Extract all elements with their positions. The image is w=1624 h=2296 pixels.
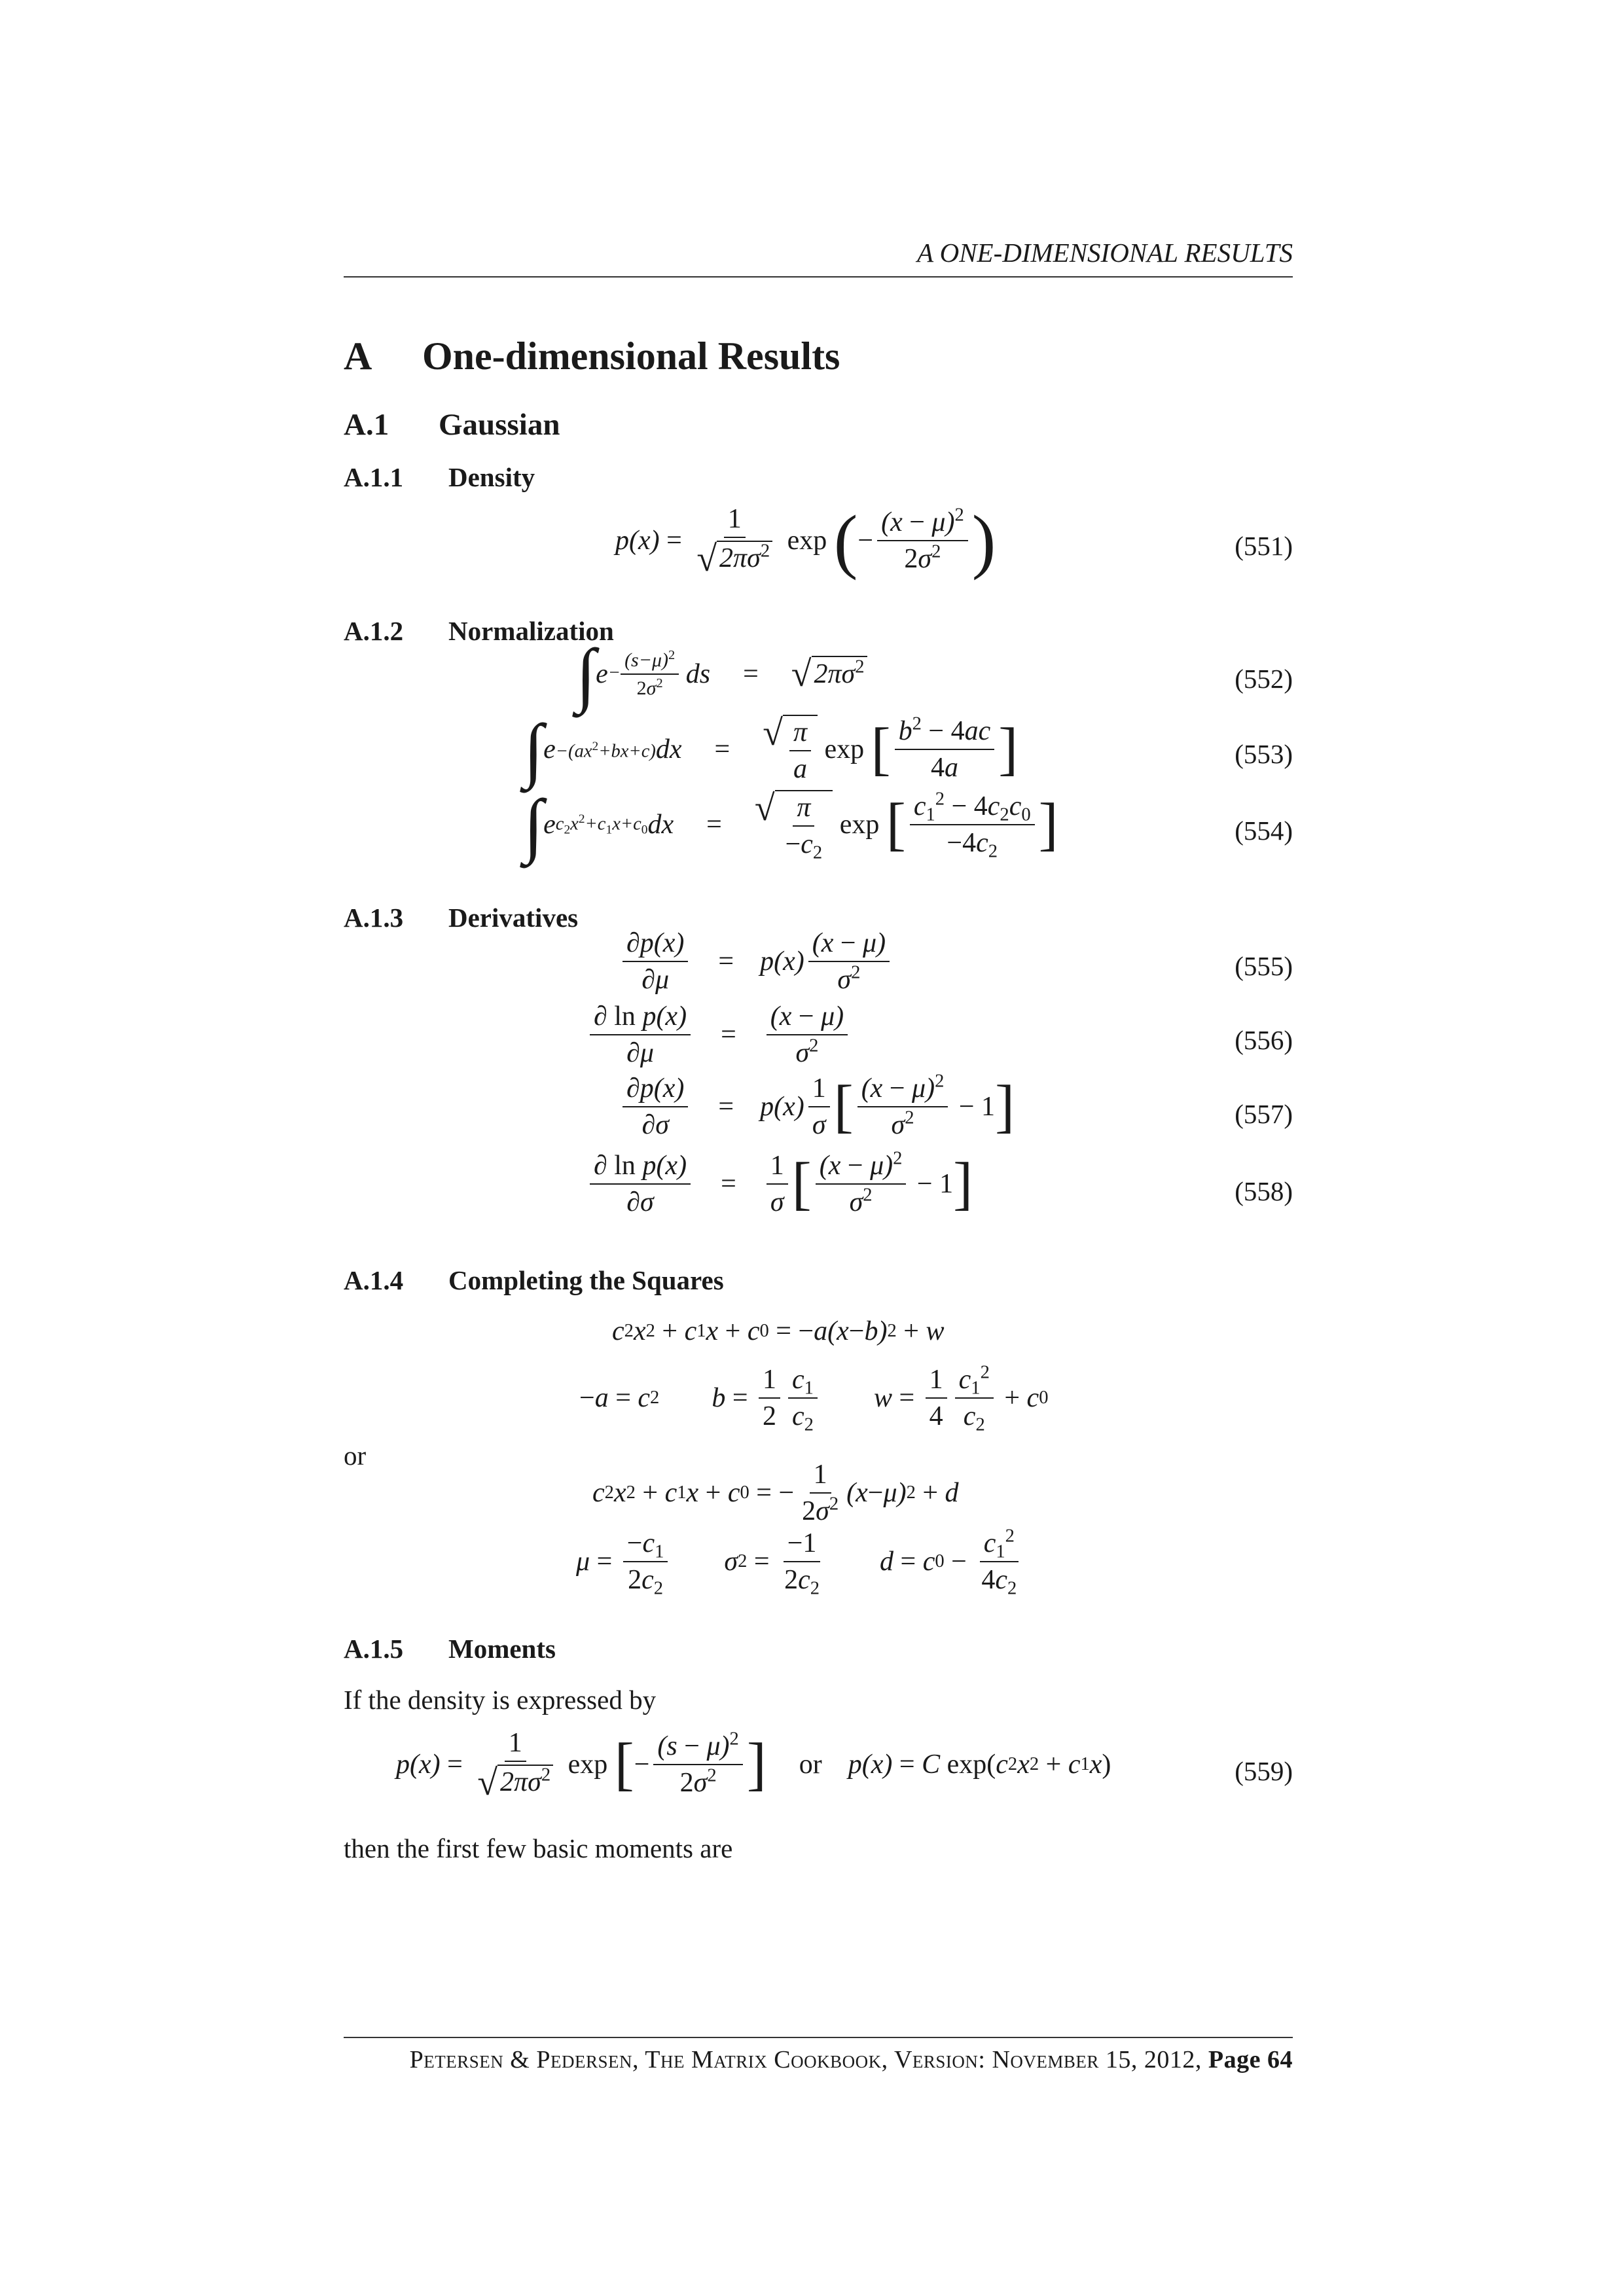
subsubsection-number: A.1.2	[344, 616, 404, 646]
moments-outro: then the first few basic moments are	[344, 1833, 733, 1863]
section-heading	[344, 334, 840, 379]
subsubsection-number: A.1.4	[344, 1265, 404, 1295]
equation-number: (557)	[1235, 1099, 1293, 1129]
equation-559: p(x) = 1 √ $2\pi\sigma^2$ exp [ − $\frac{(s - \mu)^2}{2\sigma^2}$ ] or p(x) = C exp( c 2 x 2 + c 1 x )	[396, 1728, 1111, 1804]
equation-number: (554)	[1235, 816, 1293, 846]
subsubsection-number: A.1.5	[344, 1634, 404, 1664]
subsection-number: A.1	[344, 408, 389, 442]
footer-rule	[344, 2037, 1293, 2038]
subsubsection-title: Moments	[448, 1634, 556, 1664]
equation-554: ∫ e $c_2x^2+c_1x+c_0$ dx = √ $\frac{\pi}{-c_2}$ exp [ $\frac{c_1^2 - 4c_2c_0}{-4c_2}$ ]	[524, 785, 1058, 865]
equation-number: (552)	[1235, 664, 1293, 694]
equation-number: (556)	[1235, 1025, 1293, 1055]
equation-number: (553)	[1235, 739, 1293, 769]
connector-text: or	[344, 1441, 367, 1471]
subsection-title: Gaussian	[439, 408, 560, 442]
subsubsection-density	[344, 461, 535, 493]
section-title: One-dimensional Results	[422, 334, 840, 378]
equation-557: $\frac{\partial p(x)}{\partial\sigma}$ = p(x) $\frac{1}{\sigma}$ [ $\frac{(x - \mu)^2}{\sigma^2}$ − 1 ]	[619, 1073, 1015, 1140]
equation-number: (559)	[1235, 1756, 1293, 1786]
equation-555: $\frac{\partial p(x)}{\partial\mu}$ = p(x) $\frac{(x - \mu)}{\sigma^2}$	[619, 928, 893, 995]
subsubsection-number: A.1.1	[344, 462, 404, 492]
subsubsection-derivatives	[344, 902, 578, 933]
equation-556: $\frac{\text{∂ ln p(x)}}{\partial\mu}$ = $\frac{(x - \mu)}{\sigma^2}$	[586, 1001, 852, 1068]
subsubsection-number: A.1.3	[344, 903, 404, 933]
equation-552: ∫ e − $\frac{(s-\mu)^2}{2\sigma^2}$ ds = √ $2\pi\sigma^2$	[576, 638, 867, 710]
page-number: Page 64	[1208, 2046, 1293, 2073]
equation-completing-square-2: c 2 x 2 + c 1 x + c 0 = − $\frac{1}{2\sigma^2}$ (x − μ) 2 + d	[592, 1460, 959, 1527]
subsubsection-normalization	[344, 615, 614, 647]
subsubsection-title: Normalization	[448, 616, 614, 646]
subsubsection-title: Derivatives	[448, 903, 579, 933]
footer-citation: Petersen & Pedersen, The Matrix Cookbook, Version: November 15, 2012,	[409, 2046, 1202, 2073]
equation-551: p(x) = 1 √ $2\pi\sigma^2$ exp ( − $\frac{(x - \mu)^2}{2\sigma^2}$ )	[615, 501, 996, 581]
moments-intro: If the density is expressed by	[344, 1685, 657, 1715]
equation-number: (551)	[1235, 531, 1293, 561]
page-footer	[344, 2045, 1293, 2074]
subsubsection-title: Density	[448, 462, 535, 492]
inline-or: or	[799, 1749, 822, 1780]
subsection-heading	[344, 407, 560, 442]
running-header: A ONE-DIMENSIONAL RESULTS	[917, 238, 1293, 268]
subsubsection-completing-squares	[344, 1265, 724, 1296]
equation-558: $\frac{\text{∂ ln p(x)}}{\partial\sigma}$ = $\frac{1}{\sigma}$ [ $\frac{(x - \mu)^2}{\sigma^2}$ − 1 ]	[586, 1151, 973, 1217]
equation-number: (555)	[1235, 951, 1293, 981]
equation-completing-square-1: c 2 x 2 + c 1 x + c 0 = − a(x − b) 2 + w	[612, 1316, 945, 1346]
equation-number: (558)	[1235, 1176, 1293, 1206]
equation-completing-square-coefficients: − a = c 2 b = $\frac{1}{2}$ $\frac{c_1}{c_2}$ w = $\frac{1}{4}$ $\frac{c_1^2}{c_2}$ + c 0	[579, 1362, 1049, 1435]
equation-553: ∫ e $-(ax^2+bx+c)$ dx = √ $\frac{\pi}{a}$ exp [ $\frac{b^2 - 4ac}{4a}$ ]	[524, 709, 1019, 789]
section-number: A	[344, 334, 372, 378]
subsubsection-moments	[344, 1633, 556, 1664]
header-rule	[344, 276, 1293, 278]
equation-completing-square-params: μ = $\frac{-c_1}{2c_2}$ σ 2 = $\frac{-1}{2c_2}$ d = c 0 − $\frac{c_1^2}{4c_2}$	[576, 1528, 1024, 1595]
subsubsection-title: Completing the Squares	[448, 1265, 724, 1295]
